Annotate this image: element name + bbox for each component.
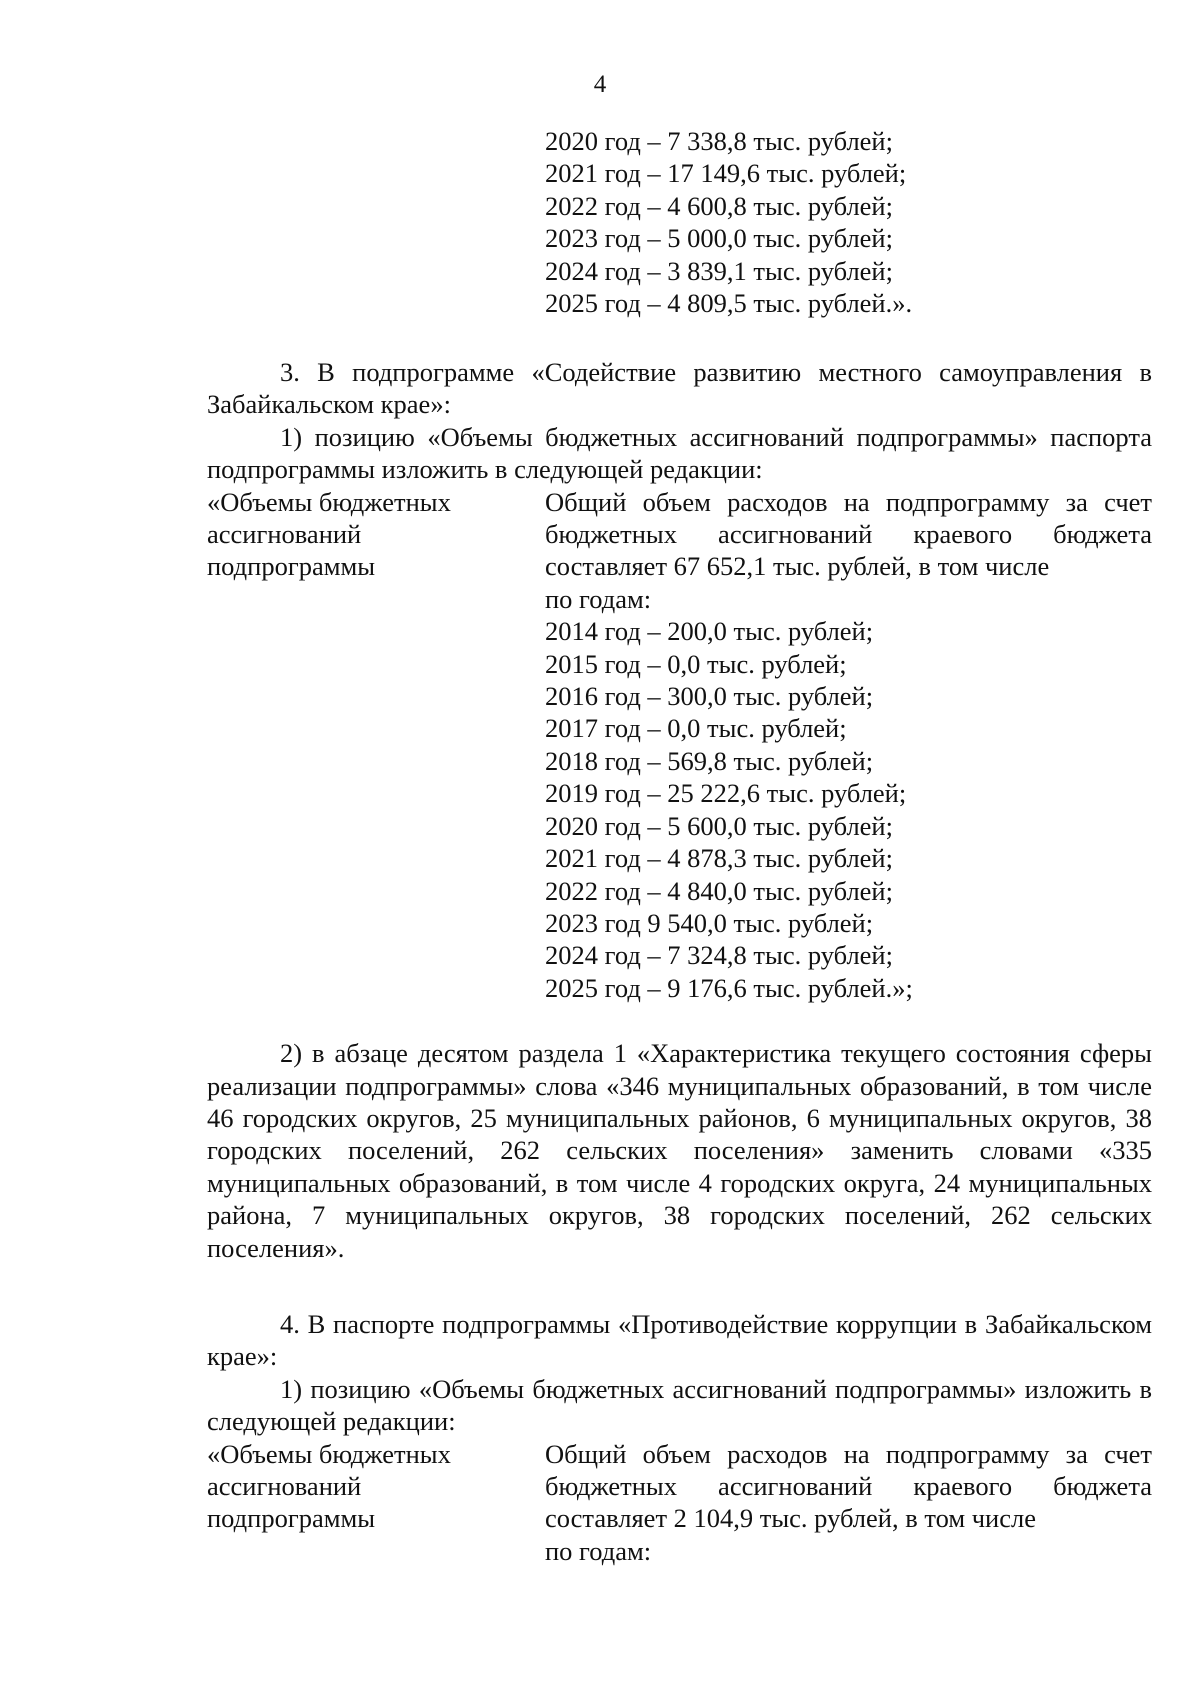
year-line: 2020 год – 7 338,8 тыс. рублей; — [545, 126, 893, 156]
year-line: 2024 год – 3 839,1 тыс. рублей; — [545, 255, 893, 286]
year-line: 2022 год – 4 840,0 тыс. рублей; — [545, 875, 893, 906]
year-line: 2025 год – 4 809,5 тыс. рублей.». — [545, 288, 913, 319]
passport-total-text: Общий объем расходов на подпрограмму за счет бюджетных ассигнований краевого бюджета составляет 67 652,1 тыс. рублей, в том числе — [545, 486, 1152, 582]
by-years-label: по годам: — [545, 1535, 652, 1566]
section-4-item-1: 1) позицию «Объемы бюджетных ассигнований подпрограммы» изложить в следующей редакции: — [207, 1373, 1152, 1437]
section-3-heading: 3. В подпрограмме «Содействие развитию местного самоуправления в Забайкальском крае»: — [207, 357, 1152, 420]
passport-label-line: ассигнований — [207, 1471, 362, 1502]
section-3-item-2: 2) в абзаце десятом раздела 1 «Характеристика текущего состояния сферы реализации подпрограммы» слова «346 муниципальных образований, в том числе 46 городских округов, 25 муниципальных районов, 6 муниципальных округов, 38 городских поселений, 262 сельских поселения» заменить словами «335 муниципальных образований, в том числе 4 городских округа, 24 муниципальных района, 7 муниципальных округов, 38 городских поселений, 262 сельских поселения». — [207, 1038, 1152, 1263]
passport-label-line: подпрограммы — [207, 1503, 376, 1534]
section-3-passport-table — [207, 486, 1152, 1005]
year-line: 2014 год – 200,0 тыс. рублей; — [545, 616, 874, 647]
year-line: 2017 год – 0,0 тыс. рублей; — [545, 713, 847, 744]
passport-label-line: «Объемы бюджетных — [207, 486, 451, 517]
year-line: 2018 год – 569,8 тыс. рублей; — [545, 745, 874, 776]
year-line: 2015 год – 0,0 тыс. рублей; — [545, 648, 847, 679]
year-line: 2024 год – 7 324,8 тыс. рублей; — [545, 940, 893, 971]
passport-label — [207, 486, 545, 1005]
passport-label — [207, 1438, 545, 1568]
section-4-heading: 4. В паспорте подпрограммы «Противодействие коррупции в Забайкальском крае»: — [207, 1309, 1152, 1372]
year-line: 2023 год 9 540,0 тыс. рублей; — [545, 907, 874, 938]
section-4 — [207, 1308, 1152, 1567]
year-line: 2022 год – 4 600,8 тыс. рублей; — [545, 190, 893, 221]
top-year-list-block — [207, 125, 1152, 319]
year-line: 2016 год – 300,0 тыс. рублей; — [545, 681, 874, 712]
by-years-label: по годам: — [545, 583, 652, 614]
passport-label-line: ассигнований — [207, 519, 362, 550]
year-line: 2020 год – 5 600,0 тыс. рублей; — [545, 810, 893, 841]
passport-label-line: подпрограммы — [207, 551, 376, 582]
section-4-passport-table — [207, 1438, 1152, 1568]
section-3 — [207, 356, 1152, 1264]
year-line: 2023 год – 5 000,0 тыс. рублей; — [545, 223, 893, 254]
year-line: 2021 год – 4 878,3 тыс. рублей; — [545, 843, 893, 874]
passport-content — [545, 1438, 1152, 1568]
year-line: 2019 год – 25 222,6 тыс. рублей; — [545, 778, 907, 809]
year-line: 2025 год – 9 176,6 тыс. рублей.»; — [545, 972, 913, 1003]
section-3-item-1: 1) позицию «Объемы бюджетных ассигнований подпрограммы» паспорта подпрограммы изложить в следующей редакции: — [207, 421, 1152, 485]
passport-total-text: Общий объем расходов на подпрограмму за счет бюджетных ассигнований краевого бюджета составляет 2 104,9 тыс. рублей, в том числе — [545, 1438, 1152, 1534]
page-number: 4 — [593, 71, 607, 98]
year-line: 2021 год – 17 149,6 тыс. рублей; — [545, 158, 907, 189]
top-year-list — [545, 125, 1152, 319]
passport-label-line: «Объемы бюджетных — [207, 1438, 451, 1469]
passport-content — [545, 486, 1152, 1005]
